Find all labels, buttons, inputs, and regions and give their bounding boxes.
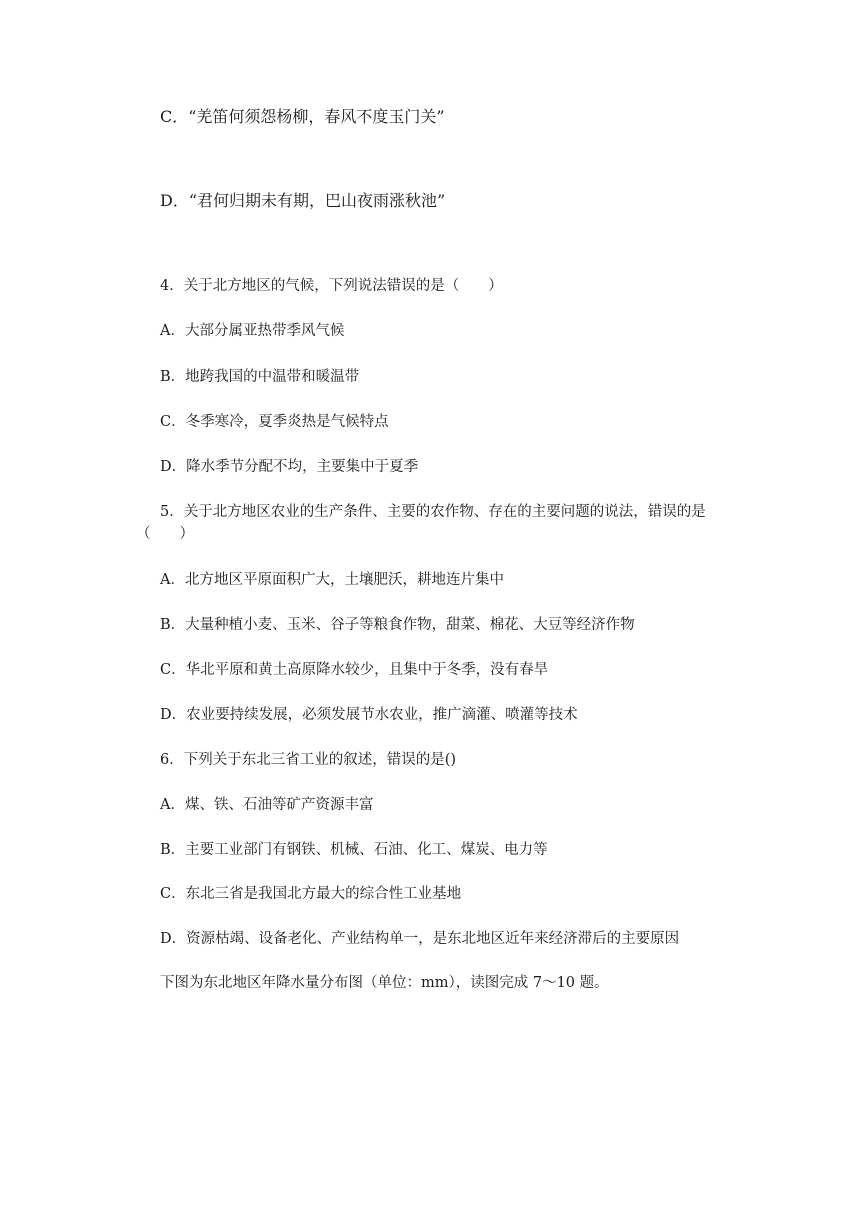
q4-option-a: A．大部分属亚热带季风气候	[160, 323, 345, 339]
q6-stem: 6．下列关于东北三省工业的叙述，错误的是()	[160, 752, 457, 768]
q5-stem-line2: （ ）	[136, 526, 194, 542]
q5-option-c: C．华北平原和黄土高原降水较少，且集中于冬季，没有春旱	[160, 662, 549, 678]
q3-option-d: D．“君何归期未有期，巴山夜雨涨秋池”	[160, 191, 446, 210]
q6-option-c: C．东北三省是我国北方最大的综合性工业基地	[160, 886, 462, 902]
q6-option-b: B．主要工业部门有钢铁、机械、石油、化工、煤炭、电力等	[160, 842, 548, 858]
q4-option-d: D．降水季节分配不均，主要集中于夏季	[160, 459, 419, 475]
q5-stem-line1: 5．关于北方地区农业的生产条件、主要的农作物、存在的主要问题的说法，错误的是	[160, 504, 706, 520]
q5-option-a: A．北方地区平原面积广大，土壤肥沃，耕地连片集中	[160, 572, 504, 588]
q4-option-b: B．地跨我国的中温带和暖温带	[160, 369, 360, 385]
q5-option-d: D．农业要持续发展，必须发展节水农业，推广滴灌、喷灌等技术	[160, 707, 578, 723]
q6-option-d: D．资源枯竭、设备老化、产业结构单一，是东北地区近年来经济滞后的主要原因	[160, 931, 680, 947]
q4-option-c: C．冬季寒冷，夏季炎热是气候特点	[160, 414, 389, 430]
q5-option-b: B．大量种植小麦、玉米、谷子等粮食作物，甜菜、棉花、大豆等经济作物	[160, 617, 635, 633]
q6-option-a: A．煤、铁、石油等矿产资源丰富	[160, 797, 374, 813]
q3-option-c: C．“羌笛何须怨杨柳，春风不度玉门关”	[160, 107, 445, 126]
map-intro-text: 下图为东北地区年降水量分布图（单位：mm），读图完成 7～10 题。	[160, 975, 609, 991]
q4-stem: 4．关于北方地区的气候，下列说法错误的是（ ）	[160, 278, 503, 294]
